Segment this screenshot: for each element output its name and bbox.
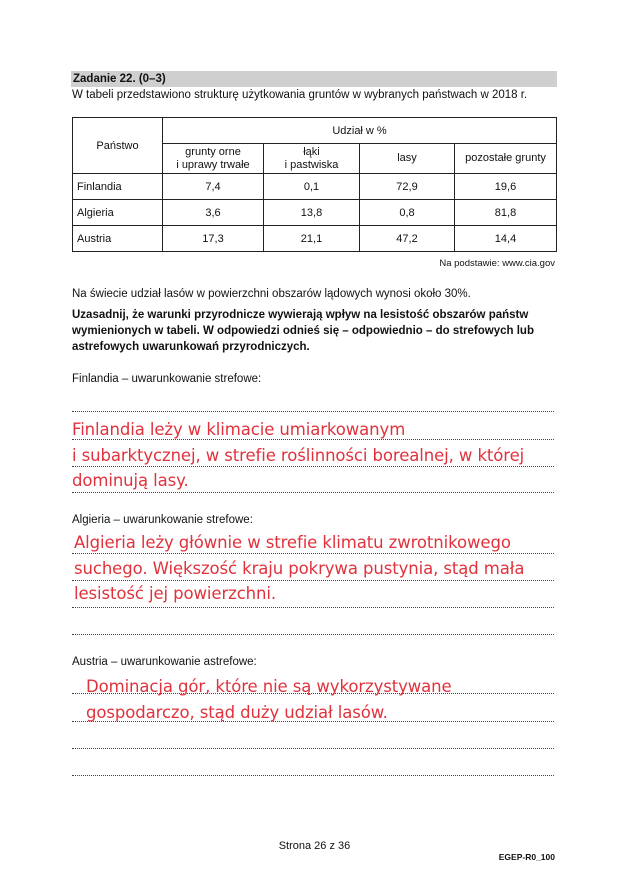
austria-label: Austria – uwarunkowanie astrefowe:: [72, 656, 257, 668]
column-header-meadows: łąki i pastwiska: [264, 144, 360, 174]
answer-text-line: Finlandia leży w klimacie umiarkowanym: [72, 420, 406, 439]
value-cell: 72,9: [360, 174, 455, 200]
answer-text-line: Algieria leży głównie w strefie klimatu zwrotnikowego: [74, 533, 511, 552]
algieria-answer: [74, 530, 524, 607]
value-cell: 47,2: [360, 226, 455, 252]
answer-text-line: gospodarczo, stąd duży udział lasów.: [86, 702, 388, 722]
land-use-table: [72, 117, 557, 252]
country-cell: Austria: [73, 226, 163, 252]
answer-text-line: lesistość jej powierzchni.: [74, 584, 277, 603]
value-cell: 17,3: [163, 226, 264, 252]
column-header-forests: lasy: [360, 144, 455, 174]
task-instruction: Uzasadnij, że warunki przyrodnicze wywierają wpływ na lesistość obszarów państw wymienionych w tabeli. W odpowiedzi odnieś się – odpowiednio – do strefowych lub astrefowych uwarunkowań przyrodniczych.: [72, 309, 534, 353]
column-header-other: pozostałe grunty: [455, 144, 557, 174]
answer-text-line: Dominacja gór, które nie są wykorzystywane: [86, 677, 452, 696]
answer-text-line: suchego. Większość kraju pokrywa pustynia, stąd mała: [74, 558, 525, 578]
answer-text-line: i subarktycznej, w strefie roślinności borealnej, w której: [72, 445, 525, 465]
answer-line: [72, 775, 554, 776]
value-cell: 7,4: [163, 174, 264, 200]
country-cell: Algieria: [73, 200, 163, 226]
value-cell: 0,8: [360, 200, 455, 226]
value-cell: 19,6: [455, 174, 557, 200]
forest-fact: Na świecie udział lasów w powierzchni obszarów lądowych wynosi około 30%.: [72, 288, 471, 300]
value-cell: 3,6: [163, 200, 264, 226]
answer-line: [72, 634, 554, 635]
value-cell: 81,8: [455, 200, 557, 226]
answer-line: [72, 411, 554, 412]
finlandia-label: Finlandia – uwarunkowanie strefowe:: [72, 373, 262, 385]
table-source: Na podstawie: www.cia.gov: [439, 258, 555, 269]
answer-text-line: dominują lasy.: [72, 471, 189, 490]
value-cell: 21,1: [264, 226, 360, 252]
share-header: Udział w %: [163, 118, 557, 144]
value-cell: 13,8: [264, 200, 360, 226]
value-cell: 0,1: [264, 174, 360, 200]
country-cell: Finlandia: [73, 174, 163, 200]
task-title: Zadanie 22. (0–3): [71, 71, 557, 87]
country-header: Państwo: [73, 118, 163, 174]
finlandia-answer: [72, 417, 524, 494]
answer-line: [72, 748, 554, 749]
table-row: [73, 226, 557, 252]
column-header-arable: grunty orne i uprawy trwałe: [163, 144, 264, 174]
algieria-label: Algieria – uwarunkowanie strefowe:: [72, 514, 253, 526]
task-intro: W tabeli przedstawiono strukturę użytkowania gruntów w wybranych państwach w 2018 r.: [72, 89, 528, 101]
table-row: [73, 174, 557, 200]
table-row: [73, 200, 557, 226]
value-cell: 14,4: [455, 226, 557, 252]
page-number: Strona 26 z 36: [278, 840, 351, 852]
austria-answer: [86, 674, 452, 725]
answer-line: [72, 607, 554, 608]
exam-code: EGEP-R0_100: [498, 852, 555, 862]
